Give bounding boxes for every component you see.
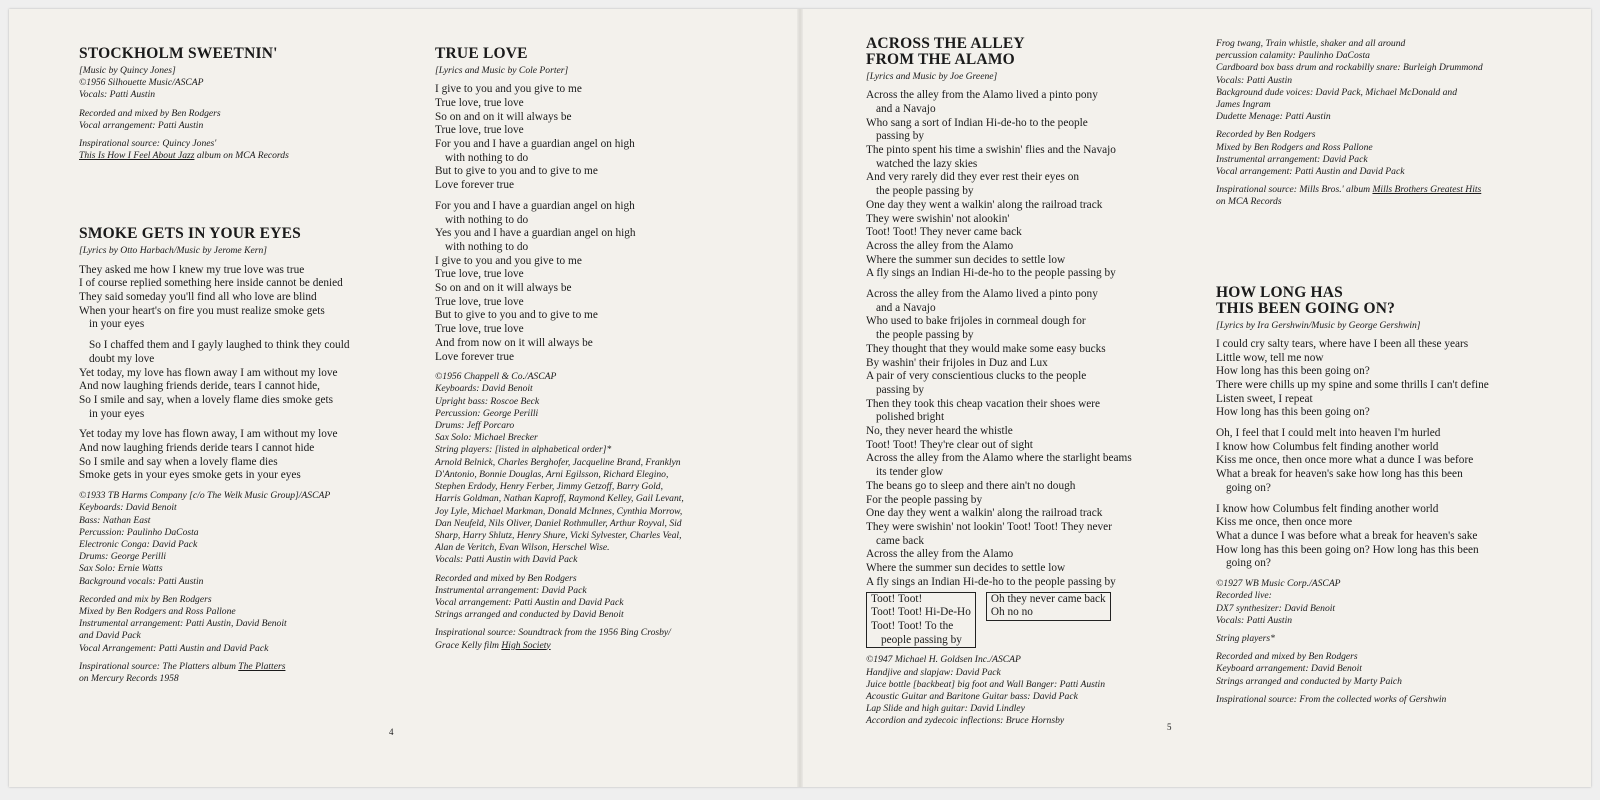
song-credit: [Lyrics by Otto Harbach/Music by Jerome Kern] [79,245,268,257]
credit-line: Cardboard box bass drum and rockabilly snare: Burleigh Drummond [1216,62,1483,74]
lyric-line: How long has this been going on? [1216,406,1370,419]
credit-line: Drums: Jeff Porcaro [435,420,515,432]
credit-line: Upright bass: Roscoe Beck [435,395,540,407]
song-title: ACROSS THE ALLEY FROM THE ALAMO [866,35,1025,68]
lyrics [79,264,359,484]
lyric-line: And very rarely did they ever rest their eyes on [866,171,1079,184]
lyric-line: Kiss me once, then once more [1216,516,1353,529]
lyric-line: doubt my love [89,352,155,365]
credit-line: Vocals: Patti Austin [1216,74,1293,86]
lyric-line: By washin' their frijoles in Duz and Lux [866,356,1048,369]
song-true-love [435,46,735,652]
bracket-left [866,592,976,649]
lyric-line: Who sang a sort of Indian Hi-de-ho to the people [866,116,1088,129]
lyric-line: How long has this been going on? [1216,365,1370,378]
credit-line: Vocal arrangement: Patti Austin and David Pack [1216,166,1405,178]
credits-block [79,594,359,655]
lyric-line: Across the alley from the Alamo where the starlight beams [866,452,1132,465]
credit-line: Recorded and mix by Ben Rodgers [79,593,212,605]
lyric-line: Toot! Toot! [871,592,923,605]
credit-line: Vocals: Patti Austin with David Pack [435,554,578,566]
lyric-line: But to give to you and to give to me [435,165,598,178]
lyric-line: A fly sings an Indian Hi-de-ho to the people passing by [866,575,1116,588]
credit-line: Instrumental arrangement: David Pack [1216,153,1368,165]
credit-line: ©1956 Silhouette Music/ASCAP [79,77,204,89]
credits-block [79,65,359,102]
lyric-line: What a break for heaven's sake how long has this been [1216,468,1463,481]
credit-line: Recorded and mixed by Ben Rodgers [1216,651,1358,663]
lyric-line: watched the lazy skies [876,157,978,170]
lyric-line: The beans go to sleep and there ain't no dough [866,479,1076,492]
credit-line: Alan de Veritch, Evan Wilson, Herschel Wise. [435,542,610,554]
lyric-line: Love forever true [435,179,515,192]
song-title: SMOKE GETS IN YOUR EYES [79,225,301,243]
lyric-line: True love, true love [435,96,524,109]
lyric-line: True love, true love [435,268,524,281]
lyric-line: Toot! Toot! They're clear out of sight [866,438,1033,451]
lyric-line: polished bright [876,411,945,424]
right-column-2 [1216,38,1506,706]
credit-line: Strings arranged and conducted by Marty Paich [1216,675,1402,687]
credit-line: Vocals: Patti Austin [1216,614,1293,626]
credits-block [435,573,735,622]
song-credit: [Lyrics and Music by Joe Greene] [866,71,998,82]
lyric-line: They said someday you'll find all who love are blind [79,291,317,304]
credit-line: ©1947 Michael H. Goldsen Inc./ASCAP [866,654,1021,666]
center-fold [797,9,803,787]
credit-line: Arnold Belnick, Charles Berghofer, Jacqueline Brand, Franklyn [435,456,681,468]
lyrics [866,89,1166,589]
credits-block [79,490,359,588]
lyric-line: Oh they never came back [990,592,1106,605]
credit-line: Frog twang, Train whistle, shaker and all around [1216,38,1406,49]
credit-line: Dan Neufeld, Nils Oliver, Daniel Rothmuller, Arthur Royval, Sid [435,517,682,529]
lyric-line: So on and on it will always be [435,282,572,295]
credit-line: percussion calamity: Paulinho DaCosta [1216,50,1370,62]
credit-line: Recorded and mixed by Ben Rodgers [435,572,577,584]
lyric-line: True love, true love [435,295,524,308]
lyric-line: And from now on it will always be [435,336,593,349]
credit-line: String players* [1216,632,1275,644]
lyric-line: There were chills up my spine and some thrills I can't define [1216,378,1489,391]
song-title: TRUE LOVE [435,45,528,62]
credit-line: Keyboards: David Benoit [79,502,177,514]
lyric-line: going on? [1226,557,1271,570]
credit-line: Keyboard arrangement: David Benoit [1216,663,1362,675]
song-stockholm-sweetnin [79,46,359,162]
credit-line: Acoustic Guitar and Baritone Guitar bass: David Pack [866,690,1078,702]
credit-line: Joy Lyle, Michael Markman, Donald McInnes, Cynthia Morrow, [435,505,683,517]
lyric-line: passing by [876,383,925,396]
credit-line: Juice bottle [backbeat] big foot and Wall Banger: Patti Austin [866,678,1106,690]
lyric-line: I know how Columbus felt finding another world [1216,502,1439,515]
lyric-line: Across the alley from the Alamo [866,239,1014,252]
lyric-line: So on and on it will always be [435,110,572,123]
credit-line: Instrumental arrangement: Patti Austin, David Benoit [79,618,287,630]
credit-line: Electronic Conga: David Pack [79,538,198,550]
lyric-line: A pair of very conscientious clucks to the people [866,370,1087,383]
lyric-line: I of course replied something here inside cannot be denied [79,277,343,290]
credits-block [1216,651,1506,688]
lyric-line: For you and I have a guardian angel on high [435,199,635,212]
song-title: STOCKHOLM SWEETNIN' [79,45,278,62]
credits-block [435,371,735,566]
credit-line: Sharp, Harry Shlutz, Henry Shure, Vicki Sylvester, Charles Veal, [435,529,682,541]
lyric-line: The pinto spent his time a swishin' flies and the Navajo [866,144,1116,157]
song-smoke-gets-in-your-eyes [79,226,359,685]
lyric-line: They asked me how I knew my true love was true [79,263,305,276]
credit-line: Mixed by Ben Rodgers and Ross Pallone [79,606,236,617]
credits-block [1216,578,1506,627]
credit-line: Background vocals: Patti Austin [79,575,204,587]
lyric-line: For the people passing by [866,493,983,506]
credit-line: Percussion: Paulinho DaCosta [79,526,199,538]
credit-line: ©1927 WB Music Corp./ASCAP [1216,578,1341,590]
lyric-line: And now laughing friends deride tears I cannot hide [79,442,315,455]
lyric-line: Yet today, my love has flown away I am without my love [79,366,338,379]
lyric-line: I know how Columbus felt finding another world [1216,440,1439,453]
lyric-line: Toot! Toot! They never came back [866,226,1022,239]
credits-block [1216,38,1506,123]
credit-line: Recorded live: [1216,590,1272,602]
lyrics [435,83,735,364]
lyric-line: the people passing by [876,185,974,198]
lyric-line: I give to you and you give to me [435,83,582,96]
lyric-line: Little wow, tell me now [1216,351,1324,364]
lyric-line: Oh no no [990,606,1033,619]
lyric-line: Across the alley from the Alamo lived a pinto pony [866,89,1098,102]
credit-line: Stephen Erdody, Henry Ferber, Jimmy Getzoff, Barry Gold, [435,481,663,493]
lyric-line: One day they went a walkin' along the railroad track [866,507,1103,520]
lyric-line: passing by [876,130,925,143]
lyrics [1216,338,1506,571]
credit-line: Mixed by Ben Rodgers and Ross Pallone [1216,141,1373,153]
lyric-line: in your eyes [89,407,145,420]
lyric-line: Yet today my love has flown away, I am without my love [79,428,338,441]
lyric-line: came back [876,534,924,547]
credit-line: Vocal Arrangement: Patti Austin and David Pack [79,642,269,654]
bracketed-lyrics [866,592,1166,649]
page-number: 5 [1167,722,1172,732]
lyric-line: A fly sings an Indian Hi-de-ho to the people passing by [866,267,1116,280]
credit-line: [Music by Quincy Jones] [79,65,176,76]
credit-line: Lap Slide and high guitar: David Lindley [866,703,1025,715]
credit-line: Bass: Nathan East [79,514,151,526]
credit-line: Vocal arrangement: Patti Austin [79,119,204,131]
credit-line: Sax Solo: Ernie Watts [79,563,163,575]
credit-line: and David Pack [79,630,141,642]
lyric-line: Smoke gets in your eyes smoke gets in your eyes [79,469,301,482]
song-how-long-has-this-been-going-on [1216,285,1506,706]
lyric-line: and a Navajo [876,301,936,314]
credit-line: Handjive and slapjaw: David Pack [866,666,1001,678]
lyric-line: Across the alley from the Alamo lived a pinto pony [866,288,1098,301]
lyric-line: So I chaffed them and I gayly laughed to think they could [89,339,350,352]
lyric-line: with nothing to do [445,240,529,253]
credit-line: Keyboards: David Benoit [435,383,533,395]
lyric-line: with nothing to do [445,151,529,164]
lyric-line: Then they took this cheap vacation their shoes were [866,397,1101,410]
credit-line: Accordion and zydecoic inflections: Bruce Hornsby [866,715,1065,727]
lyric-line: Listen sweet, I repeat [1216,392,1313,405]
song-across-the-alley-from-the-alamo [866,36,1166,728]
lyric-line: Kiss me once, then once more what a dunce I was before [1216,454,1474,467]
lyric-line: with nothing to do [445,213,529,226]
lyric-line: They thought that they would make some easy bucks [866,342,1106,355]
credit-line: ©1933 TB Harms Company [c/o The Welk Music Group]/ASCAP [79,490,331,502]
credit-line: String players: [listed in alphabetical order]* [435,444,612,456]
lyric-line: Where the summer sun decides to settle low [866,253,1066,266]
lyric-line: Who used to bake frijoles in cornmeal dough for [866,315,1086,328]
credit-line: Instrumental arrangement: David Pack [435,584,587,596]
inspirational-source: Inspirational source: Quincy Jones' This Is How I Feel About Jazz album on MCA Records [79,138,289,162]
credit-line: Vocals: Patti Austin [79,89,156,101]
credit-line: Sax Solo: Michael Brecker [435,432,538,444]
lyric-line: in your eyes [89,318,145,331]
lyric-line: How long has this been going on? How long has this been [1216,543,1479,556]
lyric-line: I could cry salty tears, where have I been all these years [1216,337,1469,350]
lyric-line: For you and I have a guardian angel on high [435,138,635,151]
credit-line: Recorded and mixed by Ben Rodgers [79,107,221,119]
lyric-line: Across the alley from the Alamo [866,548,1014,561]
lyric-line: True love, true love [435,323,524,336]
lyric-line: Toot! Toot! To the [871,619,954,632]
lyric-line: Oh, I feel that I could melt into heaven I'm hurled [1216,427,1441,440]
credit-line: D'Antonio, Bonnie Douglas, Arni Egilsson, Richard Elegino, [435,468,669,480]
lyric-line: Toot! Toot! Hi-De-Ho [871,606,971,619]
lyric-line: They were swishin' not lookin' Toot! Toot! They never [866,521,1112,533]
credit-line: Recorded by Ben Rodgers [1216,129,1316,141]
credits-block [79,108,359,132]
lyric-line: True love, true love [435,124,524,137]
lyric-line: No, they never heard the whistle [866,425,1013,438]
credits-block [866,654,1166,727]
credit-line: ©1956 Chappell & Co./ASCAP [435,371,557,383]
credit-line: Strings arranged and conducted by David Benoit [435,609,624,621]
page-number: 4 [389,727,394,737]
lyric-line: Love forever true [435,350,515,363]
lyric-line: Where the summer sun decides to settle low [866,562,1066,575]
credit-line: James Ingram [1216,99,1271,111]
lyric-line: They were swishin' not alookin' [866,212,1010,225]
song-credit: [Lyrics and Music by Cole Porter] [435,65,569,76]
right-column-1 [866,36,1166,728]
lyric-line: But to give to you and to give to me [435,309,598,322]
inspirational-source: Inspirational source: Soundtrack from the 1956 Bing Crosby/ Grace Kelly film High Society [435,627,671,651]
lyric-line: I give to you and you give to me [435,254,582,267]
credit-line: Harris Goldman, Nathan Kaproff, Raymond Kelley, Gail Levant, [435,493,684,505]
lyric-line: So I smile and say, when a lovely flame dies smoke gets [79,393,334,406]
credit-line: DX7 synthesizer: David Benoit [1216,602,1336,614]
lyric-line: When your heart's on fire you must realize smoke gets [79,304,325,317]
inspirational-source: Inspirational source: From the collected works of Gershwin [1216,693,1447,705]
lyric-line: going on? [1226,481,1271,494]
song-title: HOW LONG HAS THIS BEEN GOING ON? [1216,283,1396,317]
lyric-line: Yes you and I have a guardian angel on high [435,227,636,240]
credit-line: Background dude voices: David Pack, Michael McDonald and [1216,86,1458,98]
lyric-line: people passing by [881,633,962,646]
credits-block [1216,129,1506,178]
left-column-1 [79,46,359,685]
lyric-line: and a Navajo [876,102,936,115]
lyric-line: its tender glow [876,466,944,479]
lyric-line: What a dunce I was before what a break for heaven's sake [1216,529,1478,542]
lyric-line: So I smile and say when a lovely flame dies [79,455,278,468]
inspirational-source: Inspirational source: Mills Bros.' album Mills Brothers Greatest Hits on MCA Records [1216,184,1482,208]
credit-line: Drums: George Perilli [79,551,167,563]
inspirational-source: Inspirational source: The Platters album The Platters on Mercury Records 1958 [79,660,286,685]
credit-line: Vocal arrangement: Patti Austin and David Pack [435,596,624,608]
song-credit: [Lyrics by Ira Gershwin/Music by George Gershwin] [1216,319,1421,331]
lyric-line: the people passing by [876,329,974,342]
credit-line: Dudette Menage: Patti Austin [1216,111,1331,123]
lyric-line: One day they went a walkin' along the railroad track [866,198,1103,211]
bracket-right [986,592,1111,621]
credit-line: Percussion: George Perilli [435,407,539,419]
lyric-line: And now laughing friends deride, tears I cannot hide, [79,380,320,393]
left-column-2 [435,46,735,652]
